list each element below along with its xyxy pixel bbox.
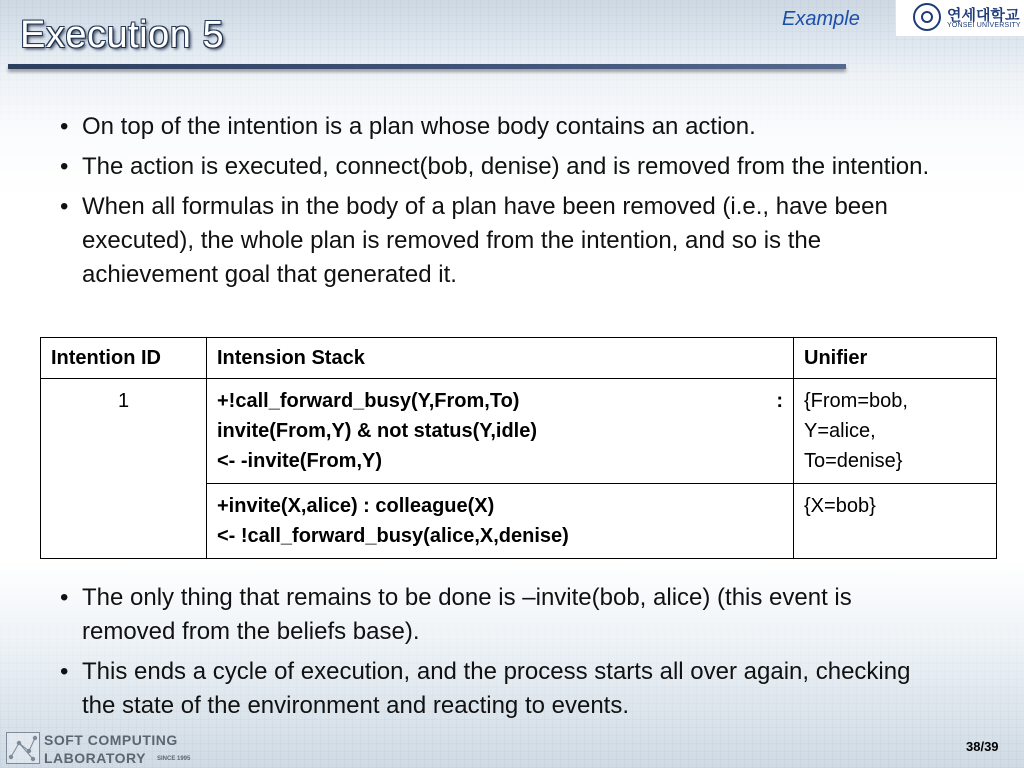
table-header-row — [41, 338, 997, 379]
stack-line: <- !call_forward_busy(alice,X,denise) — [217, 525, 569, 547]
stack-line: +invite(X,alice) : colleague(X) — [217, 495, 495, 517]
unifier-cell — [794, 484, 997, 559]
unifier-line: {X=bob} — [804, 495, 876, 517]
bullet-item: • On top of the intention is a plan whose body contains an action. — [58, 110, 968, 144]
bullet-list-bottom — [58, 581, 938, 729]
stack-line: <- -invite(From,Y) — [217, 450, 383, 472]
unifier-line: Y=alice, — [804, 420, 876, 442]
stack-line — [217, 386, 783, 416]
stack-line: invite(From,Y) & not status(Y,idle) — [217, 420, 538, 442]
stack-text: +!call_forward_busy(Y,From,To) — [217, 390, 520, 412]
university-subtitle: YONSEI UNIVERSITY — [947, 22, 1021, 29]
lab-logo-icon — [6, 732, 40, 764]
table-row — [41, 379, 997, 484]
unifier-line: {From=bob, — [804, 390, 908, 412]
header-intention-id: Intention ID — [41, 338, 207, 379]
university-seal-icon — [913, 3, 941, 31]
slide-title: Execution 5 — [20, 14, 225, 56]
unifier-line: To=denise} — [804, 450, 903, 472]
lab-name-line1: SOFT COMPUTING — [44, 732, 178, 748]
bullet-item: • The action is executed, connect(bob, denise) and is removed from the intention. — [58, 150, 968, 184]
stack-cell — [207, 484, 794, 559]
lab-since: SINCE 1995 — [157, 756, 191, 762]
university-name: 연세대학교 — [947, 7, 1020, 24]
unifier-cell — [794, 379, 997, 484]
bullet-list-top — [58, 110, 968, 298]
page-number: 38/39 — [966, 739, 999, 754]
stack-colon: : — [776, 390, 783, 412]
example-label: Example — [782, 8, 860, 30]
header-unifier: Unifier — [794, 338, 997, 379]
intention-table — [40, 337, 997, 559]
header-intension-stack: Intension Stack — [207, 338, 794, 379]
intention-id-cell: 1 — [41, 379, 207, 559]
bullet-item: • The only thing that remains to be done is –invite(bob, alice) (this event is removed from the beliefs base). — [58, 581, 912, 649]
stack-cell — [207, 379, 794, 484]
title-underline — [8, 64, 846, 69]
bullet-item: • This ends a cycle of execution, and the process starts all over again, checking the state of the environment and reacting to events. — [58, 655, 938, 723]
bullet-item: • When all formulas in the body of a plan have been removed (i.e., have been executed), the whole plan is removed from the intention, and so is the achievement goal that generated it. — [58, 190, 932, 292]
lab-name-line2: LABORATORY — [44, 750, 146, 766]
